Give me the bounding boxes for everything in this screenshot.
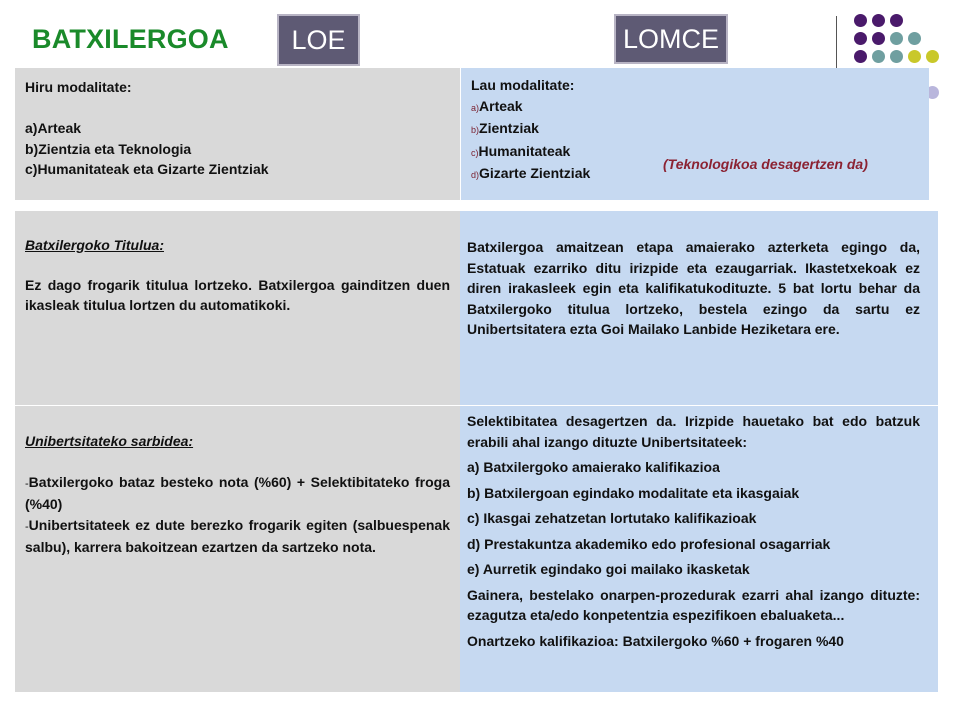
list-item: d)Gizarte Zientziak [471,165,591,181]
decorative-dot [872,50,885,63]
loe-modalities-heading: Hiru modalitate: [25,79,132,95]
loe-sarbidea-cell [15,406,460,692]
decorative-dot [872,14,885,27]
decorative-dot [890,14,903,27]
loe-label: LOE [279,16,358,64]
lomce-sarbidea-intro: Selektibitatea desagertzen da. Irizpide hauetako bat edo batzuk erabili ahal izango dituzte Unibertsitateek: [467,413,920,450]
list-item: a)Arteak [471,97,523,114]
list-item: d) Prestakuntza akademiko edo profesional osagarriak [467,535,831,552]
lomce-sarbidea-extra: Gainera, bestelako onarpen-prozedurak ezarri ahal izango dituzte: ezagutza eta/edo konpetentzia espezifikoen ebaluaketa... [467,586,920,623]
loe-titulua-heading: Batxilergoko Titulua: [25,237,164,253]
list-item: b)Zientziak [471,120,539,136]
lomce-titulua-cell [460,211,938,405]
loe-modalities-list [25,118,450,180]
decorative-dot [908,32,921,45]
lomce-modalities-heading: Lau modalitate: [471,77,575,93]
list-item: -Unibertsitateek ez dute berezko frogarik egiten (salbuespenak salbu), karrera bakoitzean ezartzen da sartzeko nota. [25,516,450,555]
decorative-dot [854,50,867,63]
list-item: -Batxilergoko bataz besteko nota (%60) + Selektibitateko froga (%40) [25,473,450,512]
decorative-dot [908,50,921,63]
lomce-titulua-text: Batxilergoa amaitzean etapa amaierako azterketa egingo da, Estatuak ezarriko ditu irizpide eta ezaugarriak. Ikastetxekoak ez diren irakasleek egin eta kalifikatukodituzte. 5 bat lortu behar da Batxilergoko titulua lortzeko, bestela ezingo da sartu ez Unibertsitatera ezta Goi Mailako Lanbide Heziketara ere. [467,239,920,337]
lomce-modalities-list [471,96,919,186]
decorative-dot [854,14,867,27]
list-item: c) Ikasgai zehatzetan lortutako kalifikazioak [467,510,757,526]
lomce-sarbidea-grade: Onartzeko kalifikazioa: Batxilergoko %60 + frogaren %40 [467,632,844,649]
lomce-sarbidea-cell [460,406,938,692]
list-item: c)Humanitateak eta Gizarte Zientziak [25,161,269,177]
decorative-dot [872,32,885,45]
lomce-modalities-cell [461,68,929,200]
list-item: b) Batxilergoan egindako modalitate eta ikasgaiak [467,484,800,501]
list-item: c)Humanitateak [471,142,571,159]
decorative-dot [890,50,903,63]
decorative-dot [854,32,867,45]
list-item: e) Aurretik egindako goi mailako ikasketak [467,561,750,577]
decorative-dot [926,50,939,63]
lomce-label: LOMCE [616,16,726,62]
list-item: a)Arteak [25,120,82,136]
loe-titulua-text: Ez dago frogarik titulua lortzeko. Batxilergoa gainditzen duen ikasleak titulua lortzen du automatikoki. [25,276,450,313]
decorative-dot [890,32,903,45]
list-item: a) Batxilergoko amaierako kalifikazioa [467,459,720,475]
teknologikoa-note: (Teknologikoa desagertzen da) [663,156,868,172]
loe-modalities-cell [15,68,460,200]
page-title: BATXILERGOA [32,24,229,54]
list-item: b)Zientzia eta Teknologia [25,140,192,157]
loe-titulua-cell [15,211,460,405]
loe-sarbidea-heading: Unibertsitateko sarbidea: [25,433,194,449]
